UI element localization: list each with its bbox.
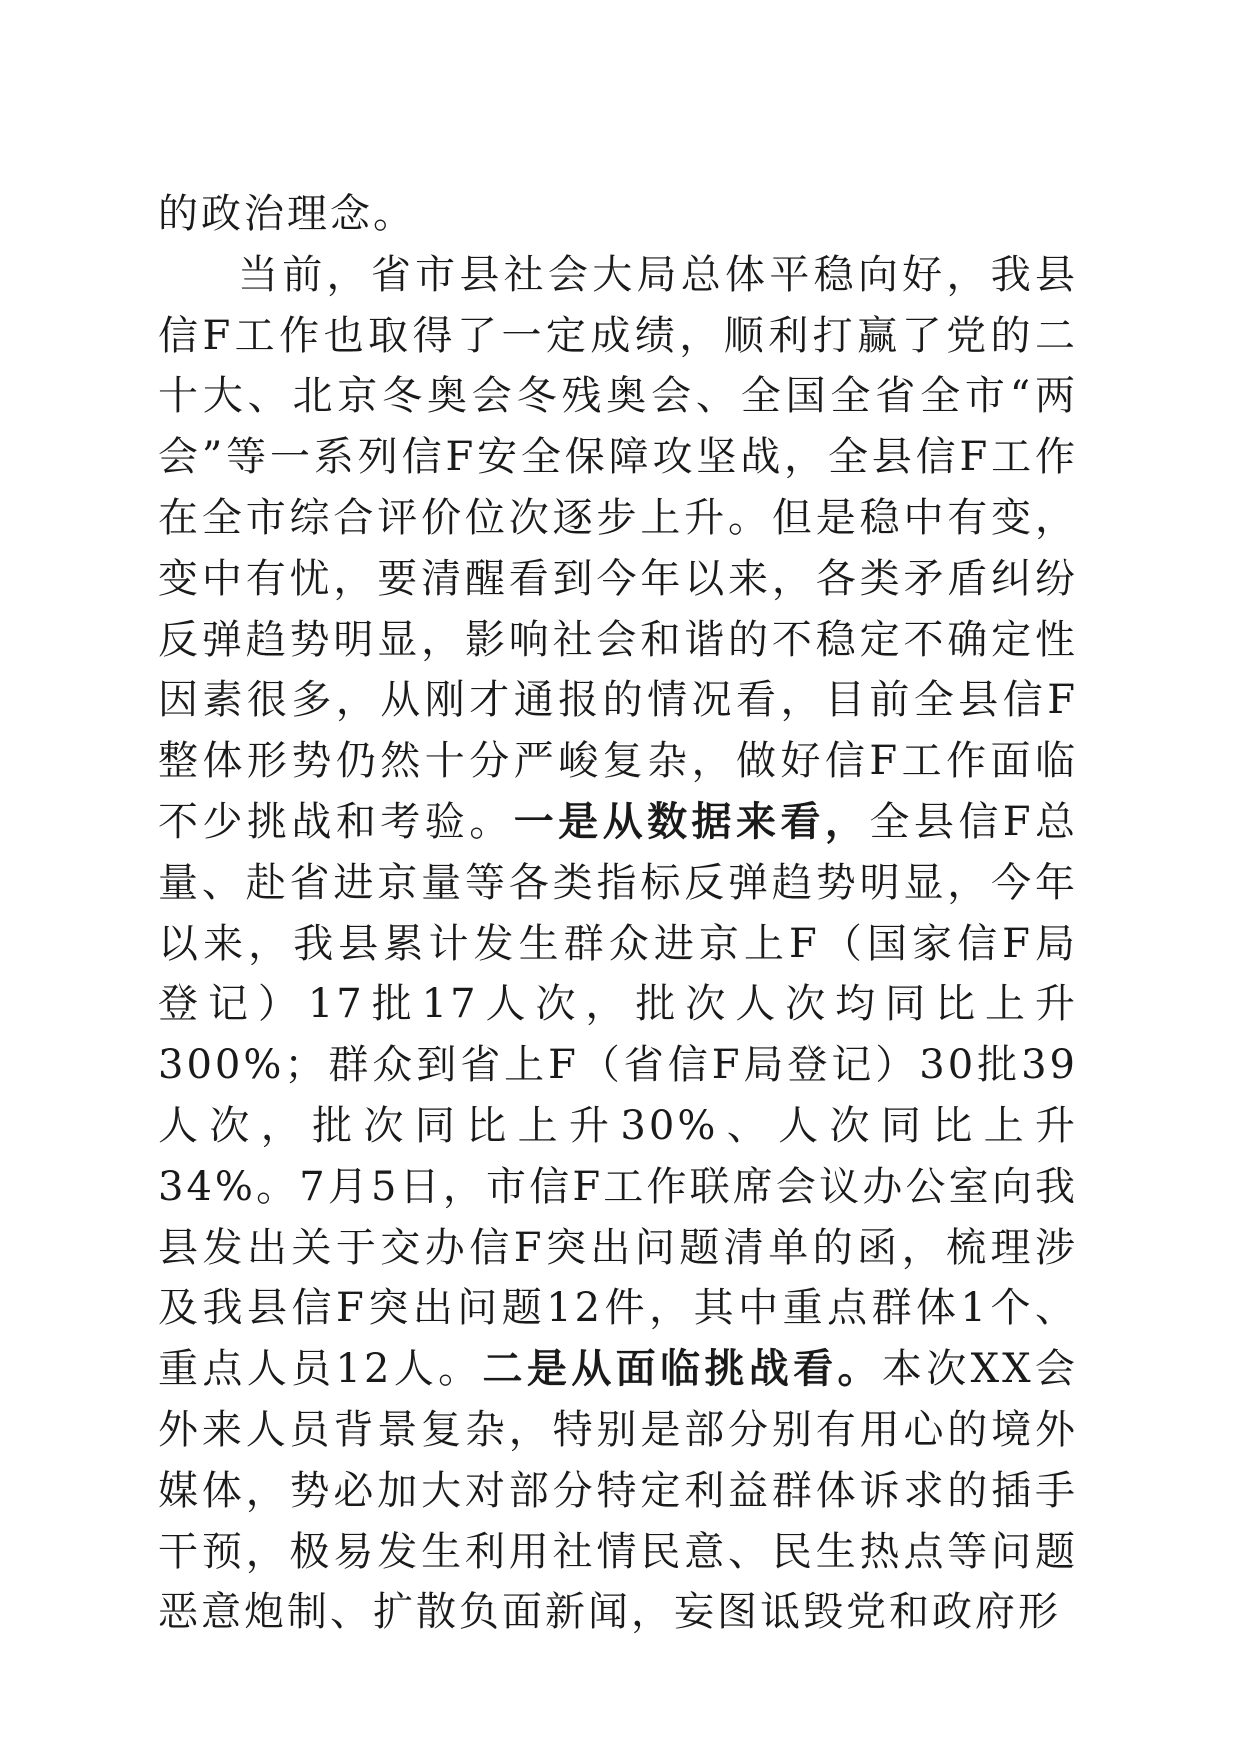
point-two-body: 本次XX会外来人员背景复杂，特别是部分别有用心的境外媒体，势必加大对部分特定利益群体诉求的插手干预，极易发生利用社情民意、民生热点等问题恶意炮制、扩散负面新闻，妄图诋毁党和政府形 — [158, 1346, 1079, 1636]
paragraph-continuation-text: 的政治理念。 — [158, 191, 416, 237]
point-one-heading: 一是从数据来看， — [513, 798, 870, 845]
point-one-body: 全县信F总量、赴省进京量等各类指标反弹趋势明显，今年以来，我县累计发生群众进京上F（国家信F局登记）17批17人次，批次人次均同比上升300%；群众到省上F（省信F局登记）30批39人次，批次同比上升30%、人次同比上升34%。7月5日，市信F工作联席会议办公室向我县发出关于交办信F突出问题清单的函，梳理涉及我县信F突出问题12件，其中重点群体1个、重点人员12人。 — [158, 798, 1079, 1393]
paragraph-continuation — [158, 184, 1078, 245]
paragraph-intro-text: 当前，省市县社会大局总体平稳向好，我县信F工作也取得了一定成绩，顺利打赢了党的二十大、北京冬奥会冬残奥会、全国全省全市“两会”等一系列信F安全保障攻坚战，全县信F工作在全市综合评价位次逐步上升。但是稳中有变，变中有忧，要清醒看到今年以来，各类矛盾纠纷反弹趋势明显，影响社会和谐的不稳定不确定性因素很多，从刚才通报的情况看，目前全县信F整体形势仍然十分严峻复杂，做好信F工作面临不少挑战和考验。 — [158, 251, 1078, 845]
paragraph-situation — [158, 245, 1078, 1643]
point-two-heading: 二是从面临挑战看。 — [482, 1346, 882, 1393]
document-body — [158, 184, 1078, 1643]
